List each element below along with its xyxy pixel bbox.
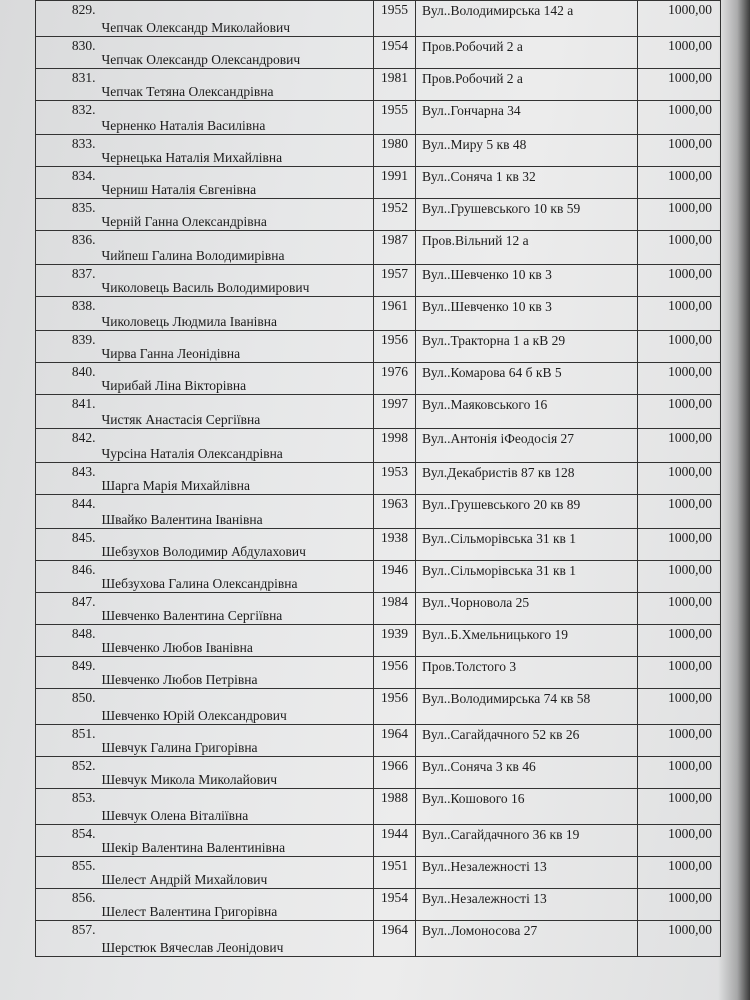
payment-amount-cell: 1000,00 — [638, 167, 721, 199]
address-cell: Вул..Володимирська 74 кв 58 — [416, 689, 638, 725]
birth-year-cell: 1955 — [374, 1, 416, 37]
table-row — [36, 363, 721, 395]
payment-amount-cell: 1000,00 — [638, 395, 721, 429]
row-number-cell: 848. — [36, 625, 98, 657]
address-cell: Вул..Незалежності 13 — [416, 889, 638, 921]
address-cell: Вул..Маяковського 16 — [416, 395, 638, 429]
row-number-cell: 857. — [36, 921, 98, 957]
registry-table-body — [36, 1, 721, 957]
payment-amount-cell: 1000,00 — [638, 135, 721, 167]
birth-year-cell: 1980 — [374, 135, 416, 167]
row-number-cell: 833. — [36, 135, 98, 167]
address-cell: Вул..Сагайдачного 36 кв 19 — [416, 825, 638, 857]
address-cell: Вул..Грушевського 20 кв 89 — [416, 495, 638, 529]
address-cell: Вул..Незалежності 13 — [416, 857, 638, 889]
table-row — [36, 657, 721, 689]
table-row — [36, 825, 721, 857]
person-name-cell: Чиколовець Людмила Іванівна — [98, 297, 374, 331]
birth-year-cell: 1953 — [374, 463, 416, 495]
person-name-cell: Чирва Ганна Леонідівна — [98, 331, 374, 363]
table-row — [36, 725, 721, 757]
birth-year-cell: 1938 — [374, 529, 416, 561]
row-number-cell: 856. — [36, 889, 98, 921]
payment-amount-cell: 1000,00 — [638, 857, 721, 889]
address-cell: Вул..Шевченко 10 кв 3 — [416, 297, 638, 331]
table-row — [36, 101, 721, 135]
registry-table — [35, 0, 721, 957]
table-row — [36, 593, 721, 625]
row-number-cell: 829. — [36, 1, 98, 37]
row-number-cell: 834. — [36, 167, 98, 199]
table-row — [36, 463, 721, 495]
birth-year-cell: 1976 — [374, 363, 416, 395]
payment-amount-cell: 1000,00 — [638, 429, 721, 463]
address-cell: Вул..Грушевського 10 кв 59 — [416, 199, 638, 231]
row-number-cell: 837. — [36, 265, 98, 297]
row-number-cell: 830. — [36, 37, 98, 69]
birth-year-cell: 1957 — [374, 265, 416, 297]
address-cell: Вул..Сільморівська 31 кв 1 — [416, 561, 638, 593]
birth-year-cell: 1955 — [374, 101, 416, 135]
row-number-cell: 832. — [36, 101, 98, 135]
table-row — [36, 331, 721, 363]
birth-year-cell: 1944 — [374, 825, 416, 857]
address-cell: Вул.Декабристів 87 кв 128 — [416, 463, 638, 495]
table-row — [36, 561, 721, 593]
person-name-cell: Шевчук Микола Миколайович — [98, 757, 374, 789]
person-name-cell: Шевченко Любов Іванівна — [98, 625, 374, 657]
payment-amount-cell: 1000,00 — [638, 463, 721, 495]
address-cell: Вул..Володимирська 142 а — [416, 1, 638, 37]
birth-year-cell: 1954 — [374, 889, 416, 921]
row-number-cell: 841. — [36, 395, 98, 429]
payment-amount-cell: 1000,00 — [638, 657, 721, 689]
birth-year-cell: 1963 — [374, 495, 416, 529]
table-row — [36, 37, 721, 69]
table-row — [36, 231, 721, 265]
row-number-cell: 849. — [36, 657, 98, 689]
birth-year-cell: 1946 — [374, 561, 416, 593]
address-cell: Вул..Соняча 3 кв 46 — [416, 757, 638, 789]
person-name-cell: Швайко Валентина Іванівна — [98, 495, 374, 529]
person-name-cell: Чепчак Тетяна Олександрівна — [98, 69, 374, 101]
payment-amount-cell: 1000,00 — [638, 199, 721, 231]
payment-amount-cell: 1000,00 — [638, 757, 721, 789]
payment-amount-cell: 1000,00 — [638, 921, 721, 957]
row-number-cell: 846. — [36, 561, 98, 593]
person-name-cell: Шевченко Любов Петрівна — [98, 657, 374, 689]
table-row — [36, 429, 721, 463]
page-edge-shadow — [718, 0, 750, 1000]
person-name-cell: Шерстюк Вячеслав Леонідович — [98, 921, 374, 957]
birth-year-cell: 1987 — [374, 231, 416, 265]
address-cell: Пров.Робочий 2 а — [416, 69, 638, 101]
row-number-cell: 839. — [36, 331, 98, 363]
address-cell: Вул..Гончарна 34 — [416, 101, 638, 135]
table-row — [36, 889, 721, 921]
table-row — [36, 395, 721, 429]
payment-amount-cell: 1000,00 — [638, 789, 721, 825]
table-row — [36, 529, 721, 561]
address-cell: Вул..Ломоносова 27 — [416, 921, 638, 957]
birth-year-cell: 1956 — [374, 689, 416, 725]
person-name-cell: Чирибай Ліна Вікторівна — [98, 363, 374, 395]
table-row — [36, 1, 721, 37]
payment-amount-cell: 1000,00 — [638, 529, 721, 561]
birth-year-cell: 1964 — [374, 921, 416, 957]
row-number-cell: 835. — [36, 199, 98, 231]
table-row — [36, 167, 721, 199]
person-name-cell: Черниш Наталія Євгенівна — [98, 167, 374, 199]
payment-amount-cell: 1000,00 — [638, 1, 721, 37]
payment-amount-cell: 1000,00 — [638, 297, 721, 331]
payment-amount-cell: 1000,00 — [638, 363, 721, 395]
payment-amount-cell: 1000,00 — [638, 231, 721, 265]
birth-year-cell: 1952 — [374, 199, 416, 231]
row-number-cell: 844. — [36, 495, 98, 529]
person-name-cell: Шебзухова Галина Олександрівна — [98, 561, 374, 593]
address-cell: Вул..Антонія іФеодосія 27 — [416, 429, 638, 463]
payment-amount-cell: 1000,00 — [638, 725, 721, 757]
row-number-cell: 831. — [36, 69, 98, 101]
row-number-cell: 843. — [36, 463, 98, 495]
birth-year-cell: 1956 — [374, 331, 416, 363]
person-name-cell: Шевчук Олена Віталіївна — [98, 789, 374, 825]
row-number-cell: 847. — [36, 593, 98, 625]
address-cell: Вул..Кошового 16 — [416, 789, 638, 825]
person-name-cell: Чернецька Наталія Михайлівна — [98, 135, 374, 167]
address-cell: Вул..Шевченко 10 кв 3 — [416, 265, 638, 297]
table-row — [36, 757, 721, 789]
payment-amount-cell: 1000,00 — [638, 825, 721, 857]
address-cell: Вул..Комарова 64 б кВ 5 — [416, 363, 638, 395]
payment-amount-cell: 1000,00 — [638, 625, 721, 657]
payment-amount-cell: 1000,00 — [638, 101, 721, 135]
birth-year-cell: 1956 — [374, 657, 416, 689]
birth-year-cell: 1939 — [374, 625, 416, 657]
row-number-cell: 838. — [36, 297, 98, 331]
payment-amount-cell: 1000,00 — [638, 889, 721, 921]
payment-amount-cell: 1000,00 — [638, 331, 721, 363]
person-name-cell: Чиколовець Василь Володимирович — [98, 265, 374, 297]
table-row — [36, 625, 721, 657]
row-number-cell: 854. — [36, 825, 98, 857]
row-number-cell: 851. — [36, 725, 98, 757]
payment-amount-cell: 1000,00 — [638, 265, 721, 297]
birth-year-cell: 1966 — [374, 757, 416, 789]
person-name-cell: Чепчак Олександр Олександрович — [98, 37, 374, 69]
table-row — [36, 857, 721, 889]
table-row — [36, 789, 721, 825]
address-cell: Вул..Тракторна 1 а кВ 29 — [416, 331, 638, 363]
address-cell: Вул..Чорновола 25 — [416, 593, 638, 625]
table-row — [36, 69, 721, 101]
person-name-cell: Шевченко Юрій Олександрович — [98, 689, 374, 725]
person-name-cell: Чистяк Анастасія Сергіївна — [98, 395, 374, 429]
row-number-cell: 855. — [36, 857, 98, 889]
address-cell: Пров.Толстого 3 — [416, 657, 638, 689]
person-name-cell: Черненко Наталія Василівна — [98, 101, 374, 135]
birth-year-cell: 1954 — [374, 37, 416, 69]
address-cell: Пров.Вільний 12 а — [416, 231, 638, 265]
person-name-cell: Чурсіна Наталія Олександрівна — [98, 429, 374, 463]
table-row — [36, 199, 721, 231]
address-cell: Вул..Б.Хмельницького 19 — [416, 625, 638, 657]
birth-year-cell: 1998 — [374, 429, 416, 463]
person-name-cell: Шекір Валентина Валентинівна — [98, 825, 374, 857]
table-row — [36, 921, 721, 957]
table-row — [36, 689, 721, 725]
address-cell: Пров.Робочий 2 а — [416, 37, 638, 69]
table-row — [36, 495, 721, 529]
person-name-cell: Шелест Валентина Григорівна — [98, 889, 374, 921]
address-cell: Вул..Соняча 1 кв 32 — [416, 167, 638, 199]
person-name-cell: Шебзухов Володимир Абдулахович — [98, 529, 374, 561]
person-name-cell: Черній Ганна Олександрівна — [98, 199, 374, 231]
row-number-cell: 845. — [36, 529, 98, 561]
birth-year-cell: 1951 — [374, 857, 416, 889]
table-row — [36, 297, 721, 331]
birth-year-cell: 1964 — [374, 725, 416, 757]
person-name-cell: Чийпеш Галина Володимирівна — [98, 231, 374, 265]
birth-year-cell: 1997 — [374, 395, 416, 429]
person-name-cell: Шевченко Валентина Сергіївна — [98, 593, 374, 625]
birth-year-cell: 1991 — [374, 167, 416, 199]
person-name-cell: Шевчук Галина Григорівна — [98, 725, 374, 757]
person-name-cell: Шарга Марія Михайлівна — [98, 463, 374, 495]
row-number-cell: 852. — [36, 757, 98, 789]
birth-year-cell: 1981 — [374, 69, 416, 101]
row-number-cell: 836. — [36, 231, 98, 265]
address-cell: Вул..Сагайдачного 52 кв 26 — [416, 725, 638, 757]
payment-amount-cell: 1000,00 — [638, 689, 721, 725]
person-name-cell: Шелест Андрій Михайлович — [98, 857, 374, 889]
birth-year-cell: 1984 — [374, 593, 416, 625]
person-name-cell: Чепчак Олександр Миколайович — [98, 1, 374, 37]
table-row — [36, 265, 721, 297]
row-number-cell: 853. — [36, 789, 98, 825]
payment-amount-cell: 1000,00 — [638, 37, 721, 69]
birth-year-cell: 1961 — [374, 297, 416, 331]
address-cell: Вул..Миру 5 кв 48 — [416, 135, 638, 167]
row-number-cell: 842. — [36, 429, 98, 463]
address-cell: Вул..Сільморівська 31 кв 1 — [416, 529, 638, 561]
birth-year-cell: 1988 — [374, 789, 416, 825]
payment-amount-cell: 1000,00 — [638, 495, 721, 529]
row-number-cell: 840. — [36, 363, 98, 395]
payment-amount-cell: 1000,00 — [638, 561, 721, 593]
row-number-cell: 850. — [36, 689, 98, 725]
table-row — [36, 135, 721, 167]
payment-amount-cell: 1000,00 — [638, 593, 721, 625]
payment-amount-cell: 1000,00 — [638, 69, 721, 101]
